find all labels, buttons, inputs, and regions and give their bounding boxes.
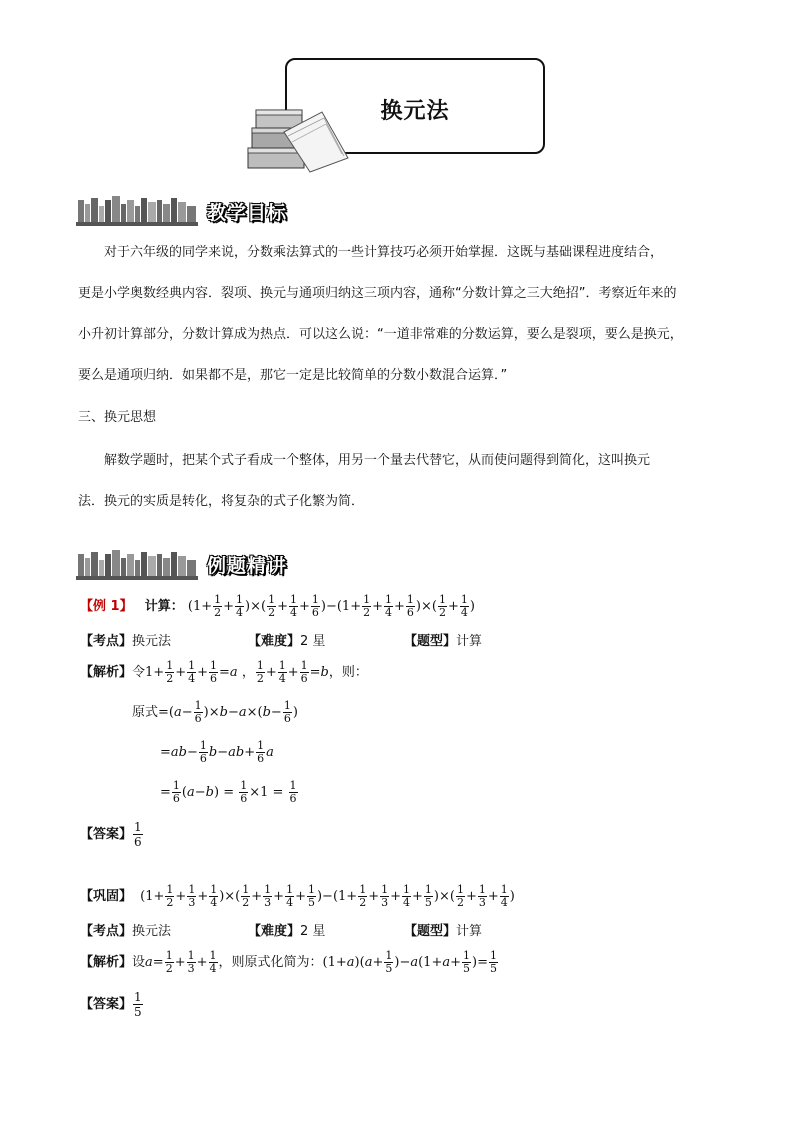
example-2-expression: (1+ $\frac{1}{2}$ + $\frac{1}{3}$ + $\frac{1}{4}$ )×( $\frac{1}{2}$ + $\frac{1}{3}$ + $\frac{1}{4}$ + $\frac{1}{5}$ )−(1+ $\frac{1}{2}$ + $\frac{1}{3}$ + $\frac{1}{4}$ + $\frac{1}{5}$ )×( $\frac{1}{2}$ + $\frac{1}{3}$ + $\frac{1}{4}$ ) (140, 883, 515, 909)
definition-line-2: 法．换元的实质是转化，将复杂的式子化繁为简． (78, 494, 365, 509)
example-2-analysis: 【解析】设a= $\frac{1}{2}$ + $\frac{1}{3}$ + $\frac{1}{4}$ ，则原式化简为：(1+a)(a+ $\frac{1}{5}$ )−a(1+a+ $\frac{1}{5}$ )= $\frac{1}{5}$ (80, 949, 497, 975)
example-1-step-1: 原式=(a− $\frac{1}{6}$ )×b−a×(b− $\frac{1}{6}$ ) (132, 699, 298, 725)
example-2-label: 【巩固】 (80, 889, 133, 904)
example-2-type (404, 920, 482, 939)
kaodian-value: 换元法 (132, 634, 172, 649)
page-title: 换元法 (380, 99, 450, 124)
nandu-value: 2 星 (300, 634, 326, 649)
example-1-expression: (1+ $\frac{1}{2}$ + $\frac{1}{4}$ )×( $\frac{1}{2}$ + $\frac{1}{4}$ + $\frac{1}{6}$ )−(1+ $\frac{1}{2}$ + $\frac{1}{4}$ + $\frac{1}{6}$ )×( $\frac{1}{2}$ + $\frac{1}{4}$ ) (187, 593, 475, 619)
kaodian-label: 【考点】 (80, 924, 133, 939)
intro-line-1: 对于六年级的同学来说，分数乘法算式的一些计算技巧必须开始掌握．这既与基础课程进度结合， (104, 245, 664, 260)
tixing-label: 【题型】 (404, 634, 457, 649)
jiexi-let: 令 (132, 665, 146, 680)
intro-line-3: 小升初计算部分，分数计算成为热点．可以这么说：“一道非常难的分数运算，要么是裂项，要么是换元， (78, 327, 683, 342)
heading-substitution-idea: 三、换元思想 (78, 410, 157, 425)
nandu-label: 【难度】 (248, 634, 301, 649)
definition-line-1: 解数学题时，把某个式子看成一个整体，用另一个量去代替它，从而使问题得到简化，这叫换元 (104, 453, 651, 468)
section-title-goals: 教学目标 (207, 202, 288, 224)
example-2-difficulty (248, 920, 325, 939)
section-title-examples: 例题精讲 (207, 555, 288, 577)
example-1-type (404, 630, 482, 649)
example-1-prompt: 计算： (144, 599, 184, 614)
example-1-answer (80, 820, 144, 849)
example-1-problem (80, 594, 475, 619)
example-1-difficulty (248, 630, 325, 649)
nandu-label: 【难度】 (248, 924, 301, 939)
example-1-step-2: =ab− $\frac{1}{6}$ b−ab+ $\frac{1}{6}$ a (160, 739, 274, 765)
nandu-value: 2 星 (300, 924, 326, 939)
jiexi-label: 【解析】 (80, 665, 133, 680)
example-2-answer (80, 990, 144, 1019)
books-illustration-icon (244, 102, 354, 174)
bookshelf-icon (76, 548, 198, 580)
tixing-label: 【题型】 (404, 924, 457, 939)
kaodian-label: 【考点】 (80, 634, 133, 649)
intro-line-2: 更是小学奥数经典内容．裂项、换元与通项归纳这三项内容，通称“分数计算之三大绝招”．考察近年来的 (78, 286, 677, 301)
example-2-problem (80, 884, 515, 909)
example-1-step-3: = $\frac{1}{6}$ (a−b) = $\frac{1}{6}$ ×1 = $\frac{1}{6}$ (160, 779, 297, 805)
jiexi-then: ，则原式化简为： (218, 955, 323, 970)
example-1-analysis: 【解析】令1+ $\frac{1}{2}$ + $\frac{1}{4}$ + $\frac{1}{6}$ =a ， $\frac{1}{2}$ + $\frac{1}{4}$ + $\frac{1}{6}$ =b，则： (80, 659, 368, 685)
tixing-value: 计算 (456, 634, 483, 649)
kaodian-value: 换元法 (132, 924, 172, 939)
answer-label: 【答案】 (80, 827, 133, 842)
intro-line-4: 要么是通项归纳．如果都不是，那它一定是比较简单的分数小数混合运算．” (78, 368, 508, 383)
answer-value: $\frac{1}{5}$ (134, 990, 142, 1019)
jiexi-then: ，则： (328, 665, 368, 680)
tixing-value: 计算 (456, 924, 483, 939)
example-2-meta (80, 920, 171, 939)
yuanshi-label: 原式 (132, 705, 159, 720)
example-1-meta (80, 630, 171, 649)
jiexi-let: 设 (132, 955, 146, 970)
bookshelf-icon (76, 194, 198, 226)
jiexi-label: 【解析】 (80, 955, 133, 970)
answer-value: $\frac{1}{6}$ (134, 820, 142, 849)
answer-label: 【答案】 (80, 997, 133, 1012)
example-1-label: 【例 1】 (80, 599, 133, 614)
